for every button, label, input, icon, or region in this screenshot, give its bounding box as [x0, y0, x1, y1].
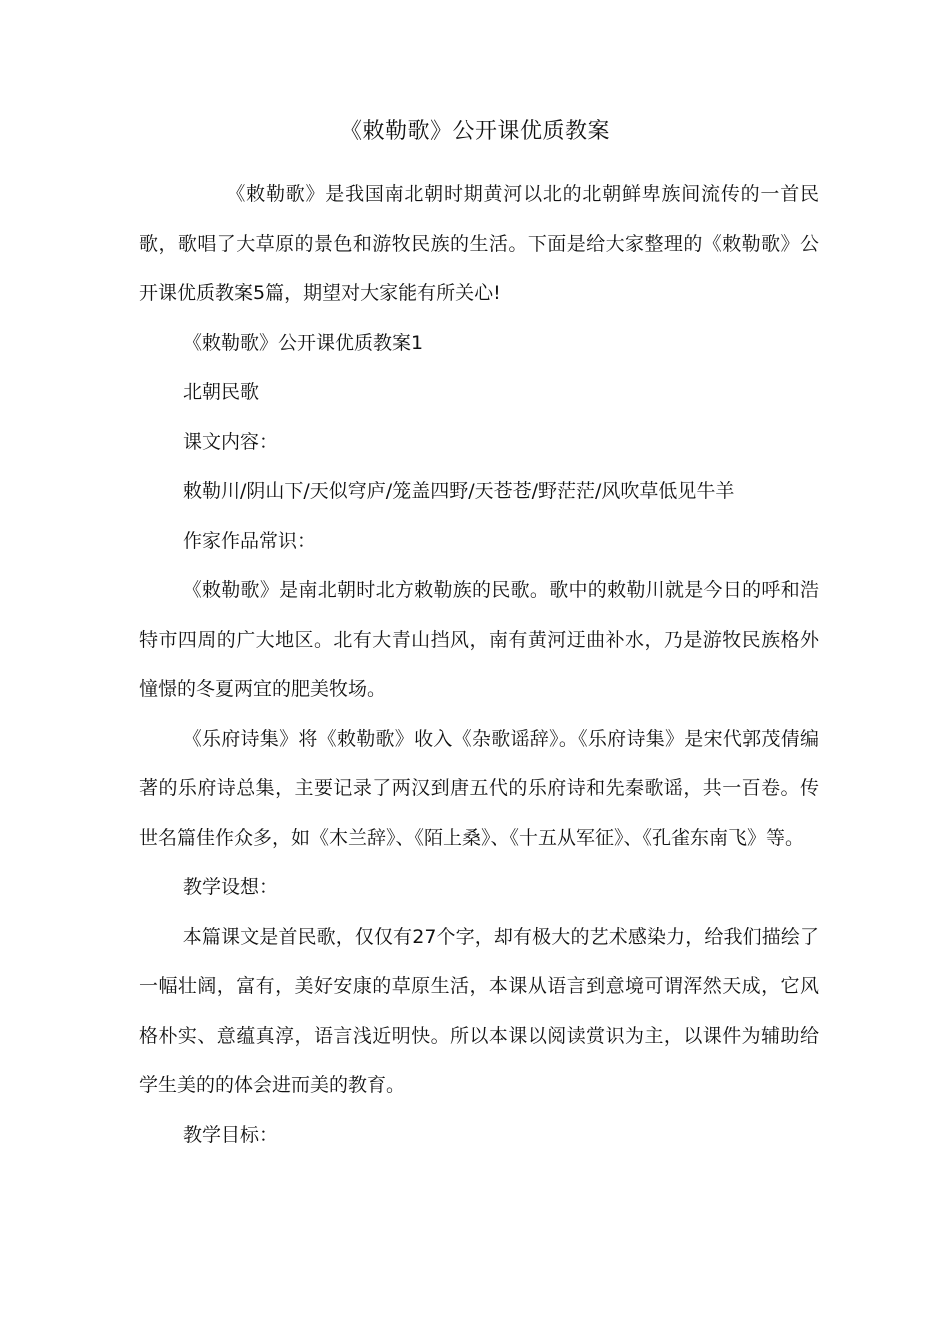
document-body: [139, 170, 819, 1160]
subheading-text-content: 课文内容：: [183, 430, 279, 453]
paragraph-teaching-idea: 本篇课文是首民歌，仅仅有27个字，却有极大的艺术感染力，给我们描绘了一幅壮阔，富有，美好安康的草原生活，本课从语言到意境可谓浑然天成，它风格朴实、意蕴真淳，语言浅近明快。所以本课以阅读赏识为主，以课件为辅助给学生美的的体会进而美的教育。: [139, 925, 819, 1096]
poem-text: 敕勒川/阴山下/天似穹庐/笼盖四野/天苍苍/野茫茫/风吹草低见牛羊: [183, 480, 735, 502]
author-line: 北朝民歌: [183, 381, 260, 403]
subheading-teaching-idea: 教学设想：: [183, 876, 279, 898]
subheading-teaching-goals: 教学目标：: [183, 1123, 279, 1146]
paragraph-background: 《敕勒歌》是南北朝时北方敕勒族的民歌。歌中的敕勒川就是今日的呼和浩特市四周的广大地区。北有大青山挡风，南有黄河迂曲补水，乃是游牧民族格外憧憬的冬夏两宜的肥美牧场。: [139, 579, 819, 700]
paragraph-yuefu: 《乐府诗集》将《敕勒歌》收入《杂歌谣辞》。《乐府诗集》是宋代郭茂倩编著的乐府诗总集，主要记录了两汉到唐五代的乐府诗和先秦歌谣，共一百卷。传世名篇佳作众多，如《木兰辞》、《陌上桑》、《十五从军征》、《孔雀东南飞》等。: [139, 727, 819, 849]
intro-paragraph: 《敕勒歌》是我国南北朝时期黄河以北的北朝鲜卑族间流传的一首民歌，歌唱了大草原的景色和游牧民族的生活。下面是给大家整理的《敕勒歌》公开课优质教案5篇，期望对大家能有所关心!: [139, 183, 819, 304]
section-heading: 《敕勒歌》公开课优质教案1: [183, 331, 424, 354]
document-title: 《敕勒歌》公开课优质教案: [339, 119, 610, 144]
subheading-author-knowledge: 作家作品常识：: [183, 529, 317, 552]
